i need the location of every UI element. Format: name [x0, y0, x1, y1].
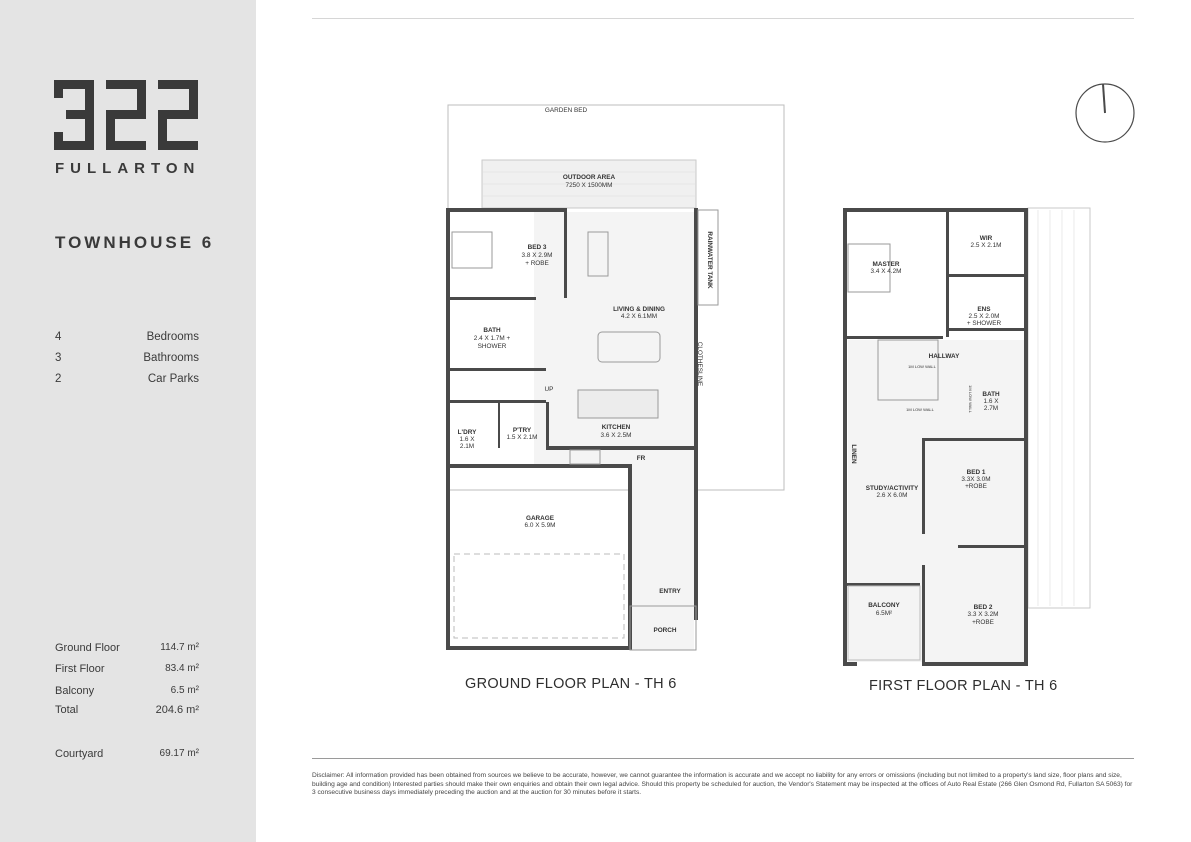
- label-balcony: BALCONY: [868, 602, 900, 609]
- label-ens: ENS: [977, 306, 991, 313]
- stat-label: Bedrooms: [146, 331, 199, 343]
- label-garden-bed: GARDEN BED: [544, 107, 588, 114]
- sidebar: [0, 0, 256, 842]
- disclaimer-text: Disclaimer: All information provided has been obtained from sources we believe to be accurate, however, we cannot guarantee the information is accurate and we accept no liability for any errors or omissions (including but not limited to a property's land size, floor plans and size, building age and condition) Interested parties should make their own enquiries and obtain their own legal advice. Should this property be scheduled for auction, the Vendor's Statement may be inspected at the offices of Auto Real Estate (266 Glen Osmond Rd, Fullarton SA 5063) for 3 consecutive business days immediately preceding the auction and at the auction for 30 minutes before it starts.: [312, 772, 1133, 797]
- label-ldry: L'DRY: [457, 429, 477, 436]
- label-kitchen: KITCHEN: [601, 424, 631, 431]
- first-plan-title: FIRST FLOOR PLAN - TH 6: [869, 678, 1058, 694]
- label-clothesline: CLOTHESLINE: [696, 341, 703, 387]
- label-outdoor: OUTDOOR AREA: [562, 174, 616, 181]
- ground-plan-title: GROUND FLOOR PLAN - TH 6: [465, 676, 677, 692]
- logo-322-graphic: [54, 80, 200, 150]
- garage-parking: [454, 554, 624, 638]
- label-ldry-dim1: 1.6 X: [459, 436, 475, 443]
- label-low-wall-1: 1M LOW WALL: [908, 364, 936, 369]
- label-bed3-dim: 3.8 X 2.9M: [521, 252, 553, 259]
- disclaimer-rule: [312, 758, 1134, 759]
- area-label: Courtyard: [55, 748, 104, 760]
- area-label: Balcony: [55, 685, 95, 697]
- stat-bathrooms: [55, 352, 199, 364]
- label-bed2-extra: +ROBE: [972, 619, 994, 626]
- label-kitchen-dim: 3.6 X 2.5M: [600, 432, 632, 439]
- stat-label: Bathrooms: [143, 352, 199, 364]
- roof-outline: [1028, 208, 1090, 608]
- label-ens-dim: 2.5 X 2.0M: [968, 313, 1000, 320]
- label-porch: PORCH: [653, 627, 677, 634]
- area-label: Ground Floor: [55, 642, 120, 654]
- label-garage: GARAGE: [525, 515, 555, 522]
- top-rule: [312, 18, 1134, 19]
- label-ptry-dim: 1.5 X 2.1M: [506, 434, 538, 441]
- label-wir: WIR: [979, 235, 993, 242]
- label-study-dim: 2.6 X 6.0M: [876, 492, 908, 499]
- area-value: 114.7 m²: [160, 642, 199, 653]
- label-outdoor-dim: 7250 X 1500MM: [565, 182, 613, 189]
- ground-floor-plan: [430, 100, 800, 660]
- label-bath-extra: SHOWER: [477, 343, 507, 350]
- label-ldry-dim2: 2.1M: [459, 443, 475, 450]
- area-total: [55, 704, 199, 716]
- stat-number: 3: [55, 352, 62, 364]
- label-low-wall-3: 1M LOW WALL: [968, 385, 973, 413]
- label-bed2-dim: 3.3 X 3.2M: [967, 611, 999, 618]
- label-balcony-dim: 6.5M²: [875, 610, 893, 617]
- label-bed1: BED 1: [966, 469, 986, 476]
- area-courtyard: [55, 748, 199, 760]
- label-low-wall-2: 1M LOW WALL: [906, 407, 934, 412]
- area-label: Total: [55, 704, 79, 716]
- label-bath-first-dim1: 1.6 X: [983, 398, 999, 405]
- area-value: 204.6 m²: [155, 704, 199, 716]
- label-bed1-dim: 3.3X 3.0M: [961, 476, 991, 483]
- label-linen: LINEN: [850, 444, 857, 464]
- label-ens-extra: + SHOWER: [966, 320, 1002, 327]
- brand-logo: [54, 80, 200, 155]
- area-first-floor: [55, 663, 199, 675]
- entry-floor: [630, 464, 694, 650]
- stat-bedrooms: [55, 331, 199, 343]
- label-bath: BATH: [483, 327, 501, 334]
- label-living-dim: 4.2 X 6.1MM: [620, 313, 658, 320]
- label-bed3-extra: + ROBE: [525, 260, 549, 267]
- label-bed3: BED 3: [527, 244, 547, 251]
- area-balcony: [55, 685, 199, 697]
- label-up: UP: [544, 386, 554, 393]
- label-fr: FR: [636, 455, 646, 462]
- label-bath-dim: 2.4 X 1.7M +: [473, 335, 511, 342]
- label-bed2: BED 2: [973, 604, 993, 611]
- label-bath-first: BATH: [982, 391, 1000, 398]
- label-living: LIVING & DINING: [613, 306, 665, 313]
- kitchen-island: [578, 390, 658, 418]
- label-master: MASTER: [872, 261, 900, 268]
- label-hallway: HALLWAY: [928, 353, 960, 360]
- label-garage-dim: 6.0 X 5.9M: [524, 522, 556, 529]
- label-study: STUDY/ACTIVITY: [865, 485, 919, 492]
- area-value: 6.5 m²: [170, 685, 199, 696]
- stat-number: 2: [55, 373, 62, 385]
- stat-car-parks: [55, 373, 199, 385]
- label-master-dim: 3.4 X 4.2M: [870, 268, 902, 275]
- area-ground-floor: [55, 642, 199, 654]
- label-ptry: P'TRY: [512, 427, 532, 434]
- area-value: 83.4 m²: [165, 663, 199, 674]
- label-bed1-extra: +ROBE: [965, 483, 987, 490]
- first-floor-plan: [838, 200, 1098, 670]
- area-label: First Floor: [55, 663, 105, 675]
- label-tank: RAINWATER TANK: [706, 231, 713, 289]
- brand-subtitle: FULLARTON: [55, 160, 201, 177]
- stat-number: 4: [55, 331, 62, 343]
- label-entry: ENTRY: [659, 588, 681, 595]
- bed3-bed: [452, 232, 492, 268]
- north-compass-icon: [1074, 82, 1136, 144]
- label-wir-dim: 2.5 X 2.1M: [970, 242, 1002, 249]
- stat-label: Car Parks: [147, 373, 199, 385]
- roof-lines: [1038, 210, 1074, 606]
- page-title: TOWNHOUSE 6: [55, 233, 215, 252]
- label-bath-first-dim2: 2.7M: [983, 405, 999, 412]
- area-value: 69.17 m²: [159, 748, 199, 759]
